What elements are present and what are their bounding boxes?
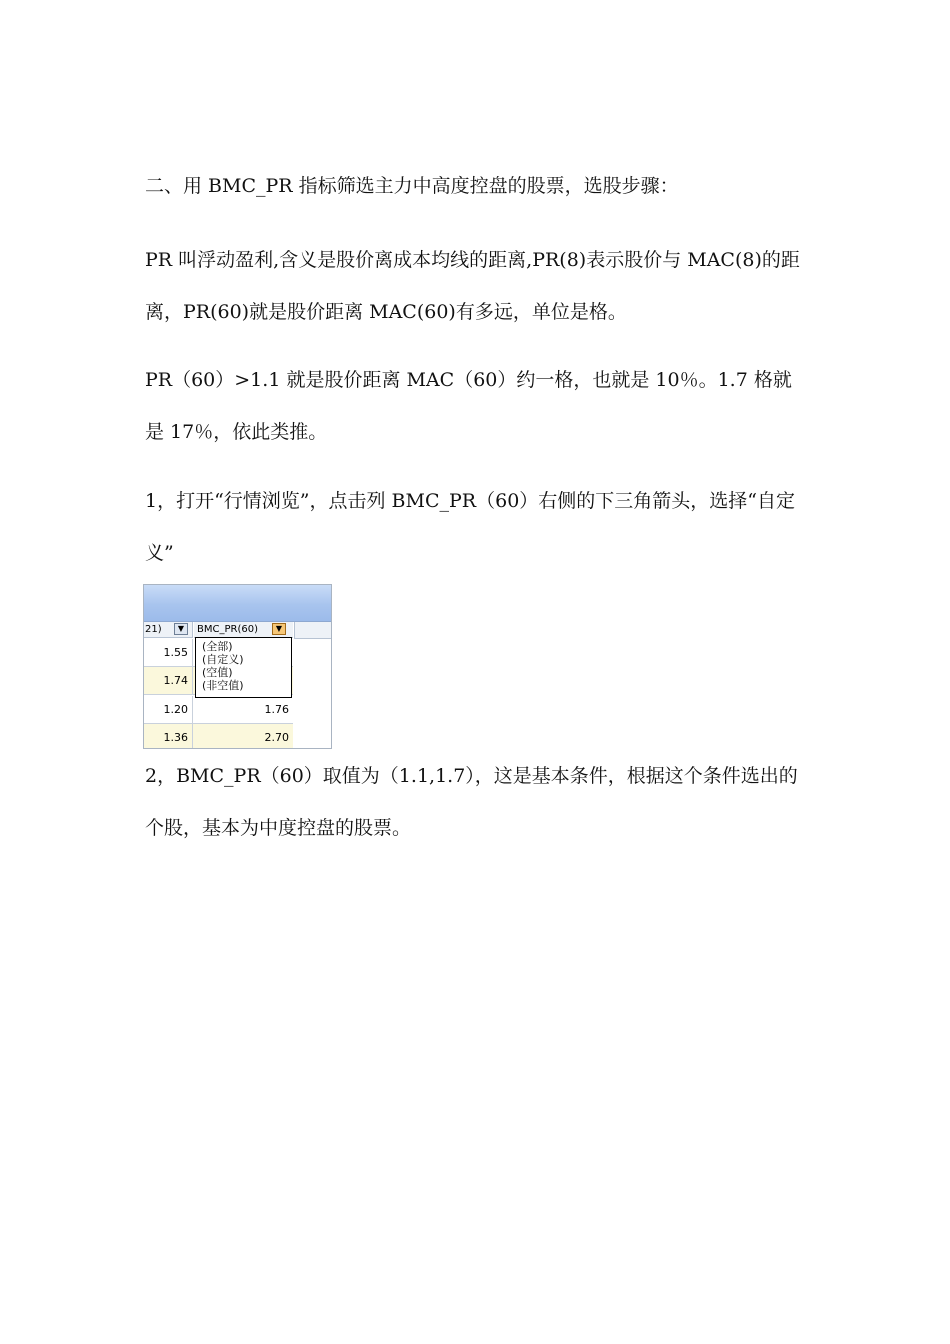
table-cell: 1.76: [264, 703, 289, 716]
table-row[interactable]: [144, 724, 293, 749]
embedded-screenshot: [143, 584, 332, 749]
table-cell: 1.74: [144, 667, 193, 694]
table-cell: 1.55: [144, 639, 193, 666]
paragraph-step-1: 1，打开“行情浏览”，点击列 BMC_PR（60）右侧的下三角箭头，选择“自定义”: [145, 490, 795, 564]
table-row[interactable]: [144, 696, 293, 724]
section-heading: 二、用 BMC_PR 指标筛选主力中高度控盘的股票，选股步骤：: [145, 175, 679, 197]
column-header-empty: [294, 622, 332, 639]
dropdown-item-all[interactable]: (全部): [202, 640, 233, 653]
window-title-bar: [144, 585, 331, 622]
column-header-label: 21): [145, 624, 162, 635]
column-header-prev[interactable]: [144, 622, 193, 638]
dropdown-item-nonempty[interactable]: (非空值): [202, 679, 244, 692]
dropdown-item-custom[interactable]: (自定义): [202, 653, 244, 666]
column-header-label: BMC_PR(60): [197, 624, 258, 635]
table-cell: 1.20: [144, 696, 193, 723]
table-cell: 2.70: [264, 731, 289, 744]
paragraph-pr-definition: PR 叫浮动盈利,含义是股价离成本均线的距离,PR(8)表示股价与 MAC(8)的距离，PR(60)就是股价距离 MAC(60)有多远，单位是格。: [145, 249, 800, 323]
paragraph-step-2: 2，BMC_PR（60）取值为（1.1,1.7），这是基本条件，根据这个条件选出的个股，基本为中度控盘的股票。: [145, 765, 798, 839]
dropdown-arrow-icon[interactable]: ▼: [174, 623, 188, 635]
table-cell: 1.36: [144, 724, 193, 749]
filter-dropdown-menu[interactable]: [195, 637, 292, 698]
paragraph-pr-threshold: PR（60）>1.1 就是股价距离 MAC（60）约一格，也就是 10％。1.7 格就是 17％，依此类推。: [145, 369, 792, 443]
dropdown-arrow-icon[interactable]: ▼: [272, 623, 286, 635]
column-header-bmc-pr60[interactable]: [194, 622, 293, 638]
dropdown-item-empty[interactable]: (空值): [202, 666, 233, 679]
